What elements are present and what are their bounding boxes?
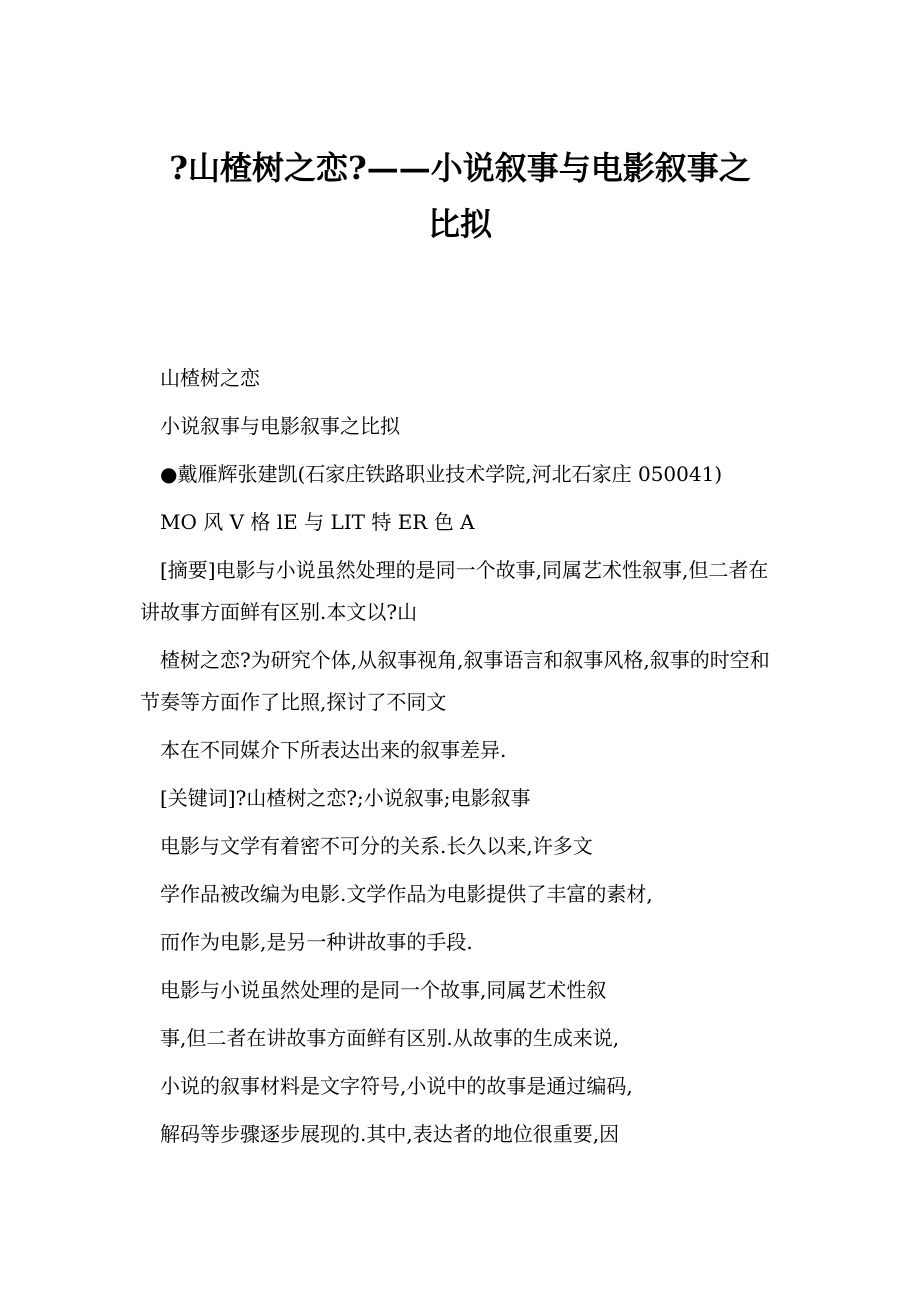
keywords-line: [关键词]?山楂树之恋?;小说叙事;电影叙事	[160, 786, 531, 810]
title-line-1: ?山楂树之恋?——小说叙事与电影叙事之	[169, 149, 751, 187]
author-line: ●戴雁辉张建凯(石家庄铁路职业技术学院,河北石家庄 050041)	[160, 462, 723, 486]
subtitle-short: 山楂树之恋	[160, 366, 260, 390]
body-paragraph: 解码等步骤逐步展现的.其中,表达者的地位很重要,因	[160, 1122, 620, 1146]
abstract-end: 本在不同媒介下所表达出来的叙事差异.	[160, 738, 507, 762]
column-tag: MO 风 V 格 lE 与 LIT 特 ER 色 A	[160, 510, 475, 534]
body-paragraph: 事,但二者在讲故事方面鲜有区别.从故事的生成来说,	[160, 1026, 620, 1050]
body-paragraph: 而作为电影,是另一种讲故事的手段.	[160, 930, 473, 954]
subtitle-full: 小说叙事与电影叙事之比拟	[160, 414, 400, 438]
document-body	[140, 357, 780, 1161]
body-paragraph: 电影与小说虽然处理的是同一个故事,同属艺术性叙	[160, 978, 607, 1002]
abstract-continued: 楂树之恋?为研究个体,从叙事视角,叙事语言和叙事风格,叙事的时空和节奏等方面作了比照,探讨了不同文	[140, 648, 770, 714]
abstract-paragraph: [摘要]电影与小说虽然处理的是同一个故事,同属艺术性叙事,但二者在讲故事方面鲜有区别.本文以?山	[140, 558, 769, 624]
title-line-2: 比拟	[427, 205, 492, 243]
body-paragraph: 电影与文学有着密不可分的关系.长久以来,许多文	[160, 834, 593, 858]
body-paragraph: 学作品被改编为电影.文学作品为电影提供了丰富的素材,	[160, 882, 653, 906]
body-paragraph: 小说的叙事材料是文字符号,小说中的故事是通过编码,	[160, 1074, 633, 1098]
document-title	[120, 140, 800, 252]
